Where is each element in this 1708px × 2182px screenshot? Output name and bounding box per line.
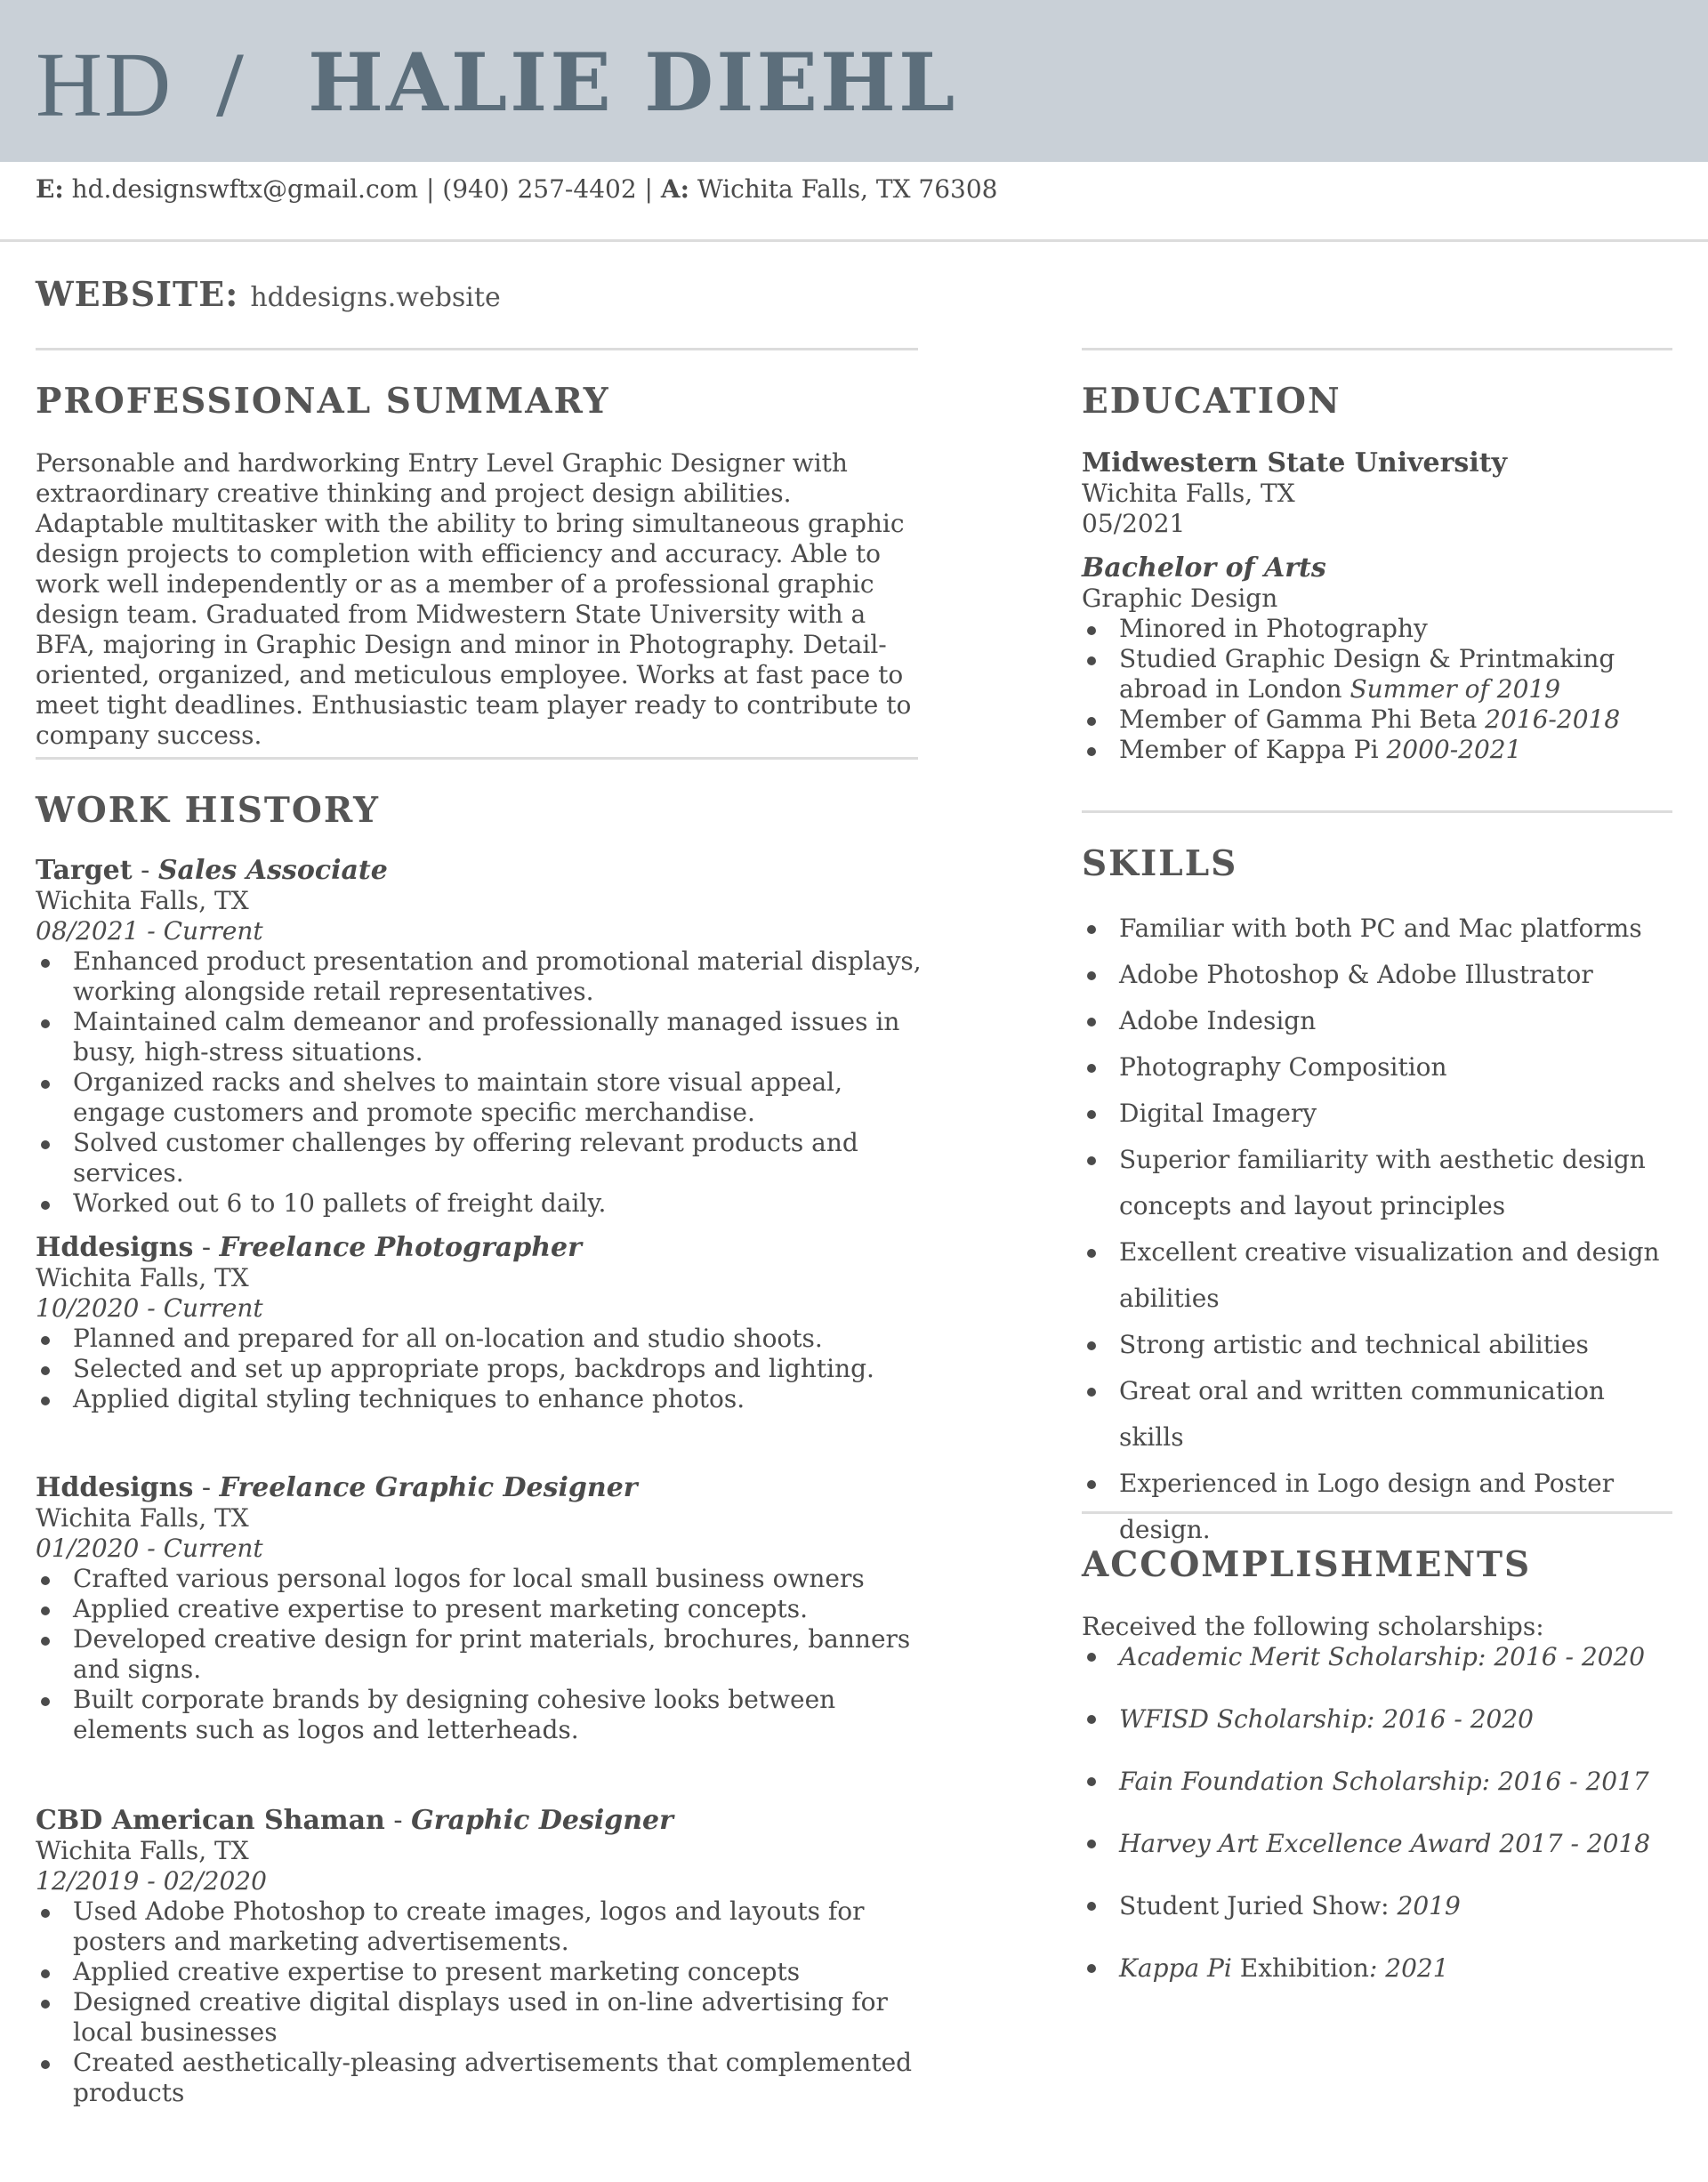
list-item: Kappa Pi Exhibition: 2021	[1119, 1937, 1672, 2000]
section-title-accomplishments: ACCOMPLISHMENTS	[1082, 1544, 1532, 1585]
separator: -	[132, 855, 158, 886]
list-item: Enhanced product presentation and promotional material displays, working alongside retail representatives.	[73, 946, 925, 1007]
education-block	[1082, 448, 1672, 765]
list-item: Applied digital styling techniques to enhance photos.	[73, 1384, 925, 1414]
job-entry	[36, 856, 925, 1219]
job-bullets	[36, 1324, 925, 1414]
separator: -	[384, 1805, 412, 1836]
list-item: Used Adobe Photoshop to create images, logos and layouts for posters and marketing advertisements.	[73, 1896, 925, 1957]
job-heading	[36, 856, 925, 886]
list-item: Photography Composition	[1119, 1044, 1672, 1091]
education-bullets	[1082, 614, 1672, 765]
full-name: HALIE DIEHL	[308, 36, 958, 130]
section-title-skills: SKILLS	[1082, 843, 1238, 884]
job-location: Wichita Falls, TX	[36, 886, 249, 915]
list-item: Applied creative expertise to present marketing concepts	[73, 1957, 925, 1987]
job-heading	[36, 1473, 925, 1503]
skills-block	[1082, 906, 1672, 1553]
job-bullets	[36, 946, 925, 1219]
divider	[1082, 1511, 1672, 1514]
job-bullets	[36, 1896, 925, 2108]
list-item: WFISD Scholarship: 2016 - 2020	[1119, 1688, 1672, 1751]
school-location: Wichita Falls, TX	[1082, 479, 1295, 508]
list-item: Harvey Art Excellence Award 2017 - 2018	[1119, 1813, 1672, 1875]
list-item: Selected and set up appropriate props, backdrops and lighting.	[73, 1354, 925, 1384]
phone[interactable]: (940) 257-4402	[442, 174, 637, 204]
list-item: Academic Merit Scholarship: 2016 - 2020	[1119, 1626, 1672, 1688]
list-item: Maintained calm demeanor and professionally managed issues in busy, high-stress situations.	[73, 1007, 925, 1067]
job-heading	[36, 1233, 925, 1263]
section-title-education: EDUCATION	[1082, 381, 1341, 422]
address-label: A:	[660, 174, 689, 204]
name-divider: /	[217, 34, 243, 136]
graduation-date: 05/2021	[1082, 509, 1186, 538]
address: Wichita Falls, TX 76308	[697, 174, 998, 204]
list-item: Excellent creative visualization and design abilities	[1119, 1229, 1672, 1322]
skills-list	[1082, 906, 1672, 1553]
header-divider	[0, 239, 1708, 242]
job-location: Wichita Falls, TX	[36, 1503, 249, 1533]
website-link[interactable]: hddesigns.website	[250, 282, 501, 313]
company-name: Target	[36, 855, 133, 886]
list-item: Great oral and written communication skills	[1119, 1368, 1672, 1461]
summary-text: Personable and hardworking Entry Level Graphic Designer with extraordinary creative thinking and project design abilities. Adaptable multitasker with the ability to bring simultaneous graphic design projects to completion with efficiency and accuracy. Able to work well independently or as a member of a professional graphic design team. Graduated from Midwestern State University with a BFA, majoring in Graphic Design and minor in Photography. Detail-oriented, organized, and meticulous employee. Works at fast pace to meet tight deadlines. Enthusiastic team player ready to contribute to company success.	[36, 448, 912, 750]
job-heading	[36, 1806, 925, 1836]
job-entry	[36, 1233, 925, 1414]
list-item: Studied Graphic Design & Printmaking abroad in London Summer of 2019	[1119, 644, 1672, 705]
divider	[36, 348, 918, 350]
job-entry	[36, 1806, 925, 2108]
list-item: Crafted various personal logos for local small business owners	[73, 1564, 925, 1594]
list-item: Superior familiarity with aesthetic design concepts and layout principles	[1119, 1137, 1672, 1229]
list-item: Minored in Photography	[1119, 614, 1672, 644]
list-item: Familiar with both PC and Mac platforms	[1119, 906, 1672, 952]
job-role: Graphic Designer	[411, 1805, 673, 1836]
list-item: Worked out 6 to 10 pallets of freight daily.	[73, 1188, 925, 1219]
list-item: Adobe Photoshop & Adobe Illustrator	[1119, 952, 1672, 998]
list-item: Strong artistic and technical abilities	[1119, 1322, 1672, 1368]
list-item: Created aesthetically-pleasing advertisements that complemented products	[73, 2048, 925, 2108]
list-item: Member of Kappa Pi 2000-2021	[1119, 735, 1672, 765]
list-item: Adobe Indesign	[1119, 998, 1672, 1044]
accomplishments-block	[1082, 1612, 1672, 2000]
divider	[1082, 348, 1672, 350]
accomplishments-list	[1082, 1626, 1672, 2000]
monogram-initials: HD	[36, 34, 173, 136]
list-item: Solved customer challenges by offering relevant products and services.	[73, 1128, 925, 1188]
list-item: Planned and prepared for all on-location and studio shoots.	[73, 1324, 925, 1354]
list-item: Organized racks and shelves to maintain store visual appeal, engage customers and promote specific merchandise.	[73, 1067, 925, 1128]
list-item: Experienced in Logo design and Poster design.	[1119, 1461, 1672, 1553]
list-item: Designed creative digital displays used in on-line advertising for local businesses	[73, 1987, 925, 2048]
job-bullets	[36, 1564, 925, 1745]
list-item: Developed creative design for print materials, brochures, banners and signs.	[73, 1624, 925, 1685]
website-label: WEBSITE:	[36, 274, 239, 314]
email[interactable]: hd.designswftx@gmail.com	[71, 174, 419, 204]
job-dates: 01/2020 - Current	[36, 1534, 263, 1563]
company-name: Hddesigns	[36, 1232, 194, 1263]
job-role: Freelance Graphic Designer	[219, 1472, 638, 1503]
company-name: Hddesigns	[36, 1472, 194, 1503]
company-name: CBD American Shaman	[36, 1805, 385, 1836]
major: Graphic Design	[1082, 584, 1278, 613]
accomplishments-intro: Received the following scholarships:	[1082, 1612, 1544, 1641]
list-item: Student Juried Show: 2019	[1119, 1875, 1672, 1937]
job-dates: 08/2021 - Current	[36, 916, 263, 946]
school-name: Midwestern State University	[1082, 447, 1508, 479]
separator: |	[418, 174, 443, 204]
job-role: Freelance Photographer	[219, 1232, 582, 1263]
email-label: E:	[36, 174, 64, 204]
job-role: Sales Associate	[157, 855, 388, 886]
list-item: Built corporate brands by designing cohesive looks between elements such as logos and letterheads.	[73, 1685, 925, 1745]
list-item: Member of Gamma Phi Beta 2016-2018	[1119, 705, 1672, 735]
contact-line	[36, 174, 997, 204]
list-item: Fain Foundation Scholarship: 2016 - 2017	[1119, 1751, 1672, 1813]
separator: -	[193, 1232, 220, 1263]
job-dates: 10/2020 - Current	[36, 1293, 263, 1323]
job-dates: 12/2019 - 02/2020	[36, 1866, 267, 1896]
divider	[36, 757, 918, 760]
list-item: Digital Imagery	[1119, 1091, 1672, 1137]
job-entry	[36, 1473, 925, 1745]
section-title-work: WORK HISTORY	[36, 790, 380, 831]
degree: Bachelor of Arts	[1082, 552, 1326, 584]
divider	[1082, 810, 1672, 813]
separator: -	[193, 1472, 220, 1503]
list-item: Applied creative expertise to present marketing concepts.	[73, 1594, 925, 1624]
job-location: Wichita Falls, TX	[36, 1263, 249, 1292]
website-row	[36, 274, 501, 314]
section-title-summary: PROFESSIONAL SUMMARY	[36, 381, 610, 422]
job-location: Wichita Falls, TX	[36, 1836, 249, 1865]
separator: |	[636, 174, 661, 204]
